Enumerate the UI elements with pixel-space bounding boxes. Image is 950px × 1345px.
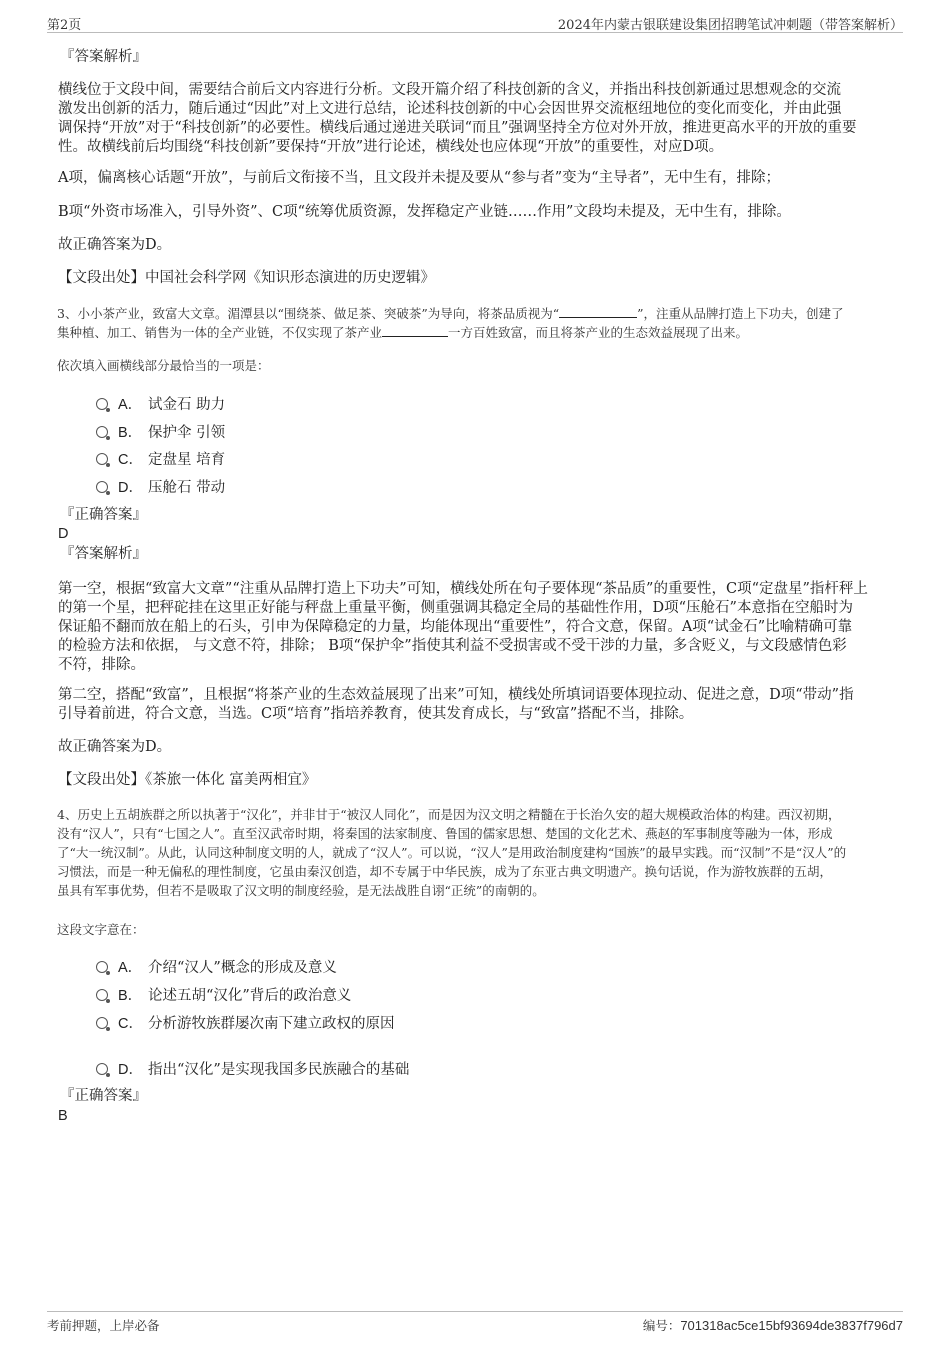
radio-icon[interactable] [96,1017,108,1029]
q3-stem-text: 一方百姓致富，而且将茶产业的生态效益展现了出来。 [448,325,749,340]
q3-option-d[interactable]: D． 压舱石 带动 [96,476,225,496]
q4-option-a[interactable]: A． 介绍“汉人”概念的形成及意义 [96,956,337,976]
prev-analysis-paragraph-3: B项“外资市场准入，引导外资”、C项“统筹优质资源，发挥稳定产业链……作用”文段均未提及，无中生有，排除。 [58,204,791,220]
radio-icon[interactable] [96,398,108,410]
radio-icon[interactable] [96,989,108,1001]
code-label: 编号： [642,1318,681,1333]
text-line: 4、历史上五胡族群之所以执著于“汉化”，并非甘于“被汉人同化”，而是因为汉文明之精髓在于长治久安的超大规模政治体的构建。西汉初期， [57,807,841,822]
code-value: 701318ac5ce15bf93694de3837f796d7 [680,1318,903,1333]
text-line: 不符，排除。 [58,657,145,673]
text-line: 激发出创新的活力，随后通过“因此”对上文进行总结，论述科技创新的中心会因世界交流枢纽地位的变化而变化，并由此强 [58,101,842,117]
text-line: 第一空，根据“致富大文章”“注重从品牌打造上下功夫”可知，横线处所在句子要体现“茶品质”的重要性，C项“定盘星”指杆秤上 [58,581,868,597]
q3-correct-answer: D [58,526,69,542]
q4-prompt: 这段文字意在： [57,922,145,937]
q3-stem-line-1 [57,304,907,323]
prev-analysis-label: 『答案解析』 [60,49,147,65]
text-line: 调保持“开放”对于“科技创新”的必要性。横线后通过递进关联词“而且”强调坚持全方位对外开放，推进更高水平的开放的重要 [58,120,857,136]
q3-option-c[interactable]: C． 定盘星 培育 [96,448,225,468]
q3-correct-label: 『正确答案』 [60,507,147,523]
option-text: 压舱石 带动 [148,480,226,496]
q4-option-c[interactable]: C． 分析游牧族群屡次南下建立政权的原因 [96,1012,395,1032]
q3-stem-text: 3、小小茶产业，致富大文章。湄潭县以“围绕茶、做足茶、突破茶”为导向，将茶品质视为“ [57,306,560,321]
text-line: 引导着前进，符合文意，当选。C项“培育”指培养教育，使其发育成长，与“致富”搭配不当，排除。 [58,706,694,722]
q3-stem-line-2 [57,323,907,342]
q3-stem-text: ”，注重从品牌打造上下功夫，创建了 [637,306,844,321]
page-number: 第2页 [47,18,82,33]
text-line: 没有“汉人”，只有“七国之人”。直至汉武帝时期，将秦国的法家制度、鲁国的儒家思想、楚国的文化艺术、燕赵的军事制度等融为一体，形成 [57,826,833,841]
text-line: 的检验方法和依据， 与文意不符，排除； B项“保护伞”指使其利益不受损害或不受干涉的力量，多含贬义，与文段感情色彩 [58,638,847,654]
option-text: 介绍“汉人”概念的形成及意义 [148,960,337,976]
q3-analysis-paragraph-1 [58,580,903,675]
text-line: 保证船不翻而放在船上的石头，引申为保障稳定的力量，均能体现出“重要性”，符合文意，保留。A项“试金石”比喻精确可靠 [58,619,853,635]
radio-icon[interactable] [96,961,108,973]
option-text: 指出“汉化”是实现我国多民族融合的基础 [148,1062,410,1078]
text-line: 横线位于文段中间，需要结合前后文内容进行分析。文段开篇介绍了科技创新的含义，并指出科技创新通过思想观念的交流 [58,82,841,98]
document-title: 2024年内蒙古银联建设集团招聘笔试冲刺题（带答案解析） [557,18,903,33]
q4-correct-answer: B [58,1108,68,1124]
q3-source: 【文段出处】《茶旅一体化 富美两相宜》 [58,772,317,788]
radio-icon[interactable] [96,453,108,465]
q3-prompt: 依次填入画横线部分最恰当的一项是： [57,358,270,373]
footer-slogan: 考前押题，上岸必备 [47,1318,160,1333]
q3-conclusion: 故正确答案为D。 [58,739,172,755]
q3-stem-text: 集种植、加工、销售为一体的全产业链，不仅实现了茶产业 [57,325,383,340]
q4-stem [57,805,907,900]
text-line: 习惯法，而是一种无偏私的理性制度，它虽由秦汉创造，却不专属于中华民族，成为了东亚古典文明遗产。换句话说，作为游牧族群的五胡， [57,864,833,879]
option-text: 试金石 助力 [148,397,226,413]
q3-stem [57,304,907,342]
option-text: 论述五胡“汉化”背后的政治意义 [148,988,352,1004]
page-footer [47,1311,903,1336]
text-line: 性。故横线前后均围绕“科技创新”要保持“开放”进行论述，横线处也应体现“开放”的重要性，对应D项。 [58,139,724,155]
radio-icon[interactable] [96,1063,108,1075]
prev-analysis-paragraph-2: A项，偏离核心话题“开放”，与前后文衔接不当，且文段并未提及要从“参与者”变为“主导者”，无中生有，排除； [58,170,780,186]
prev-conclusion: 故正确答案为D。 [58,237,172,253]
radio-icon[interactable] [96,426,108,438]
text-line: 的第一个星，把秤砣挂在这里正好能与秤盘上重量平衡，侧重强调其稳定全局的基础性作用，D项“压舱石”本意指在空船时为 [58,600,853,616]
q3-blank-1 [559,305,637,318]
q4-option-d[interactable]: D． 指出“汉化”是实现我国多民族融合的基础 [96,1058,409,1078]
page-header [47,12,903,33]
q4-correct-label: 『正确答案』 [60,1088,147,1104]
document-code [643,1316,903,1334]
option-text: 保护伞 引领 [148,425,226,441]
option-text: 定盘星 培育 [148,452,226,468]
q4-option-b[interactable]: B． 论述五胡“汉化”背后的政治意义 [96,984,351,1004]
q3-option-b[interactable]: B． 保护伞 引领 [96,421,225,441]
q3-blank-2 [382,324,448,337]
prev-analysis-paragraph-1 [58,81,898,157]
text-line: 虽具有军事优势，但若不是吸取了汉文明的制度经验，是无法战胜自诩“正统”的南朝的。 [57,883,545,898]
q3-option-a[interactable]: A． 试金石 助力 [96,393,225,413]
text-line: 第二空，搭配“致富”，且根据“将茶产业的生态效益展现了出来”可知，横线处所填词语要体现拉动、促进之意，D项“带动”指 [58,687,854,703]
q3-analysis-label: 『答案解析』 [60,546,147,562]
q3-analysis-paragraph-2 [58,686,903,724]
radio-icon[interactable] [96,481,108,493]
prev-source: 【文段出处】中国社会科学网《知识形态演进的历史逻辑》 [58,270,435,286]
option-text: 分析游牧族群屡次南下建立政权的原因 [148,1016,395,1032]
text-line: 了“大一统汉制”。从此，认同这种制度文明的人，就成了“汉人”。可以说，“汉人”是用政治制度建构“国族”的最早实践。而“汉制”不是“汉人”的 [57,845,847,860]
